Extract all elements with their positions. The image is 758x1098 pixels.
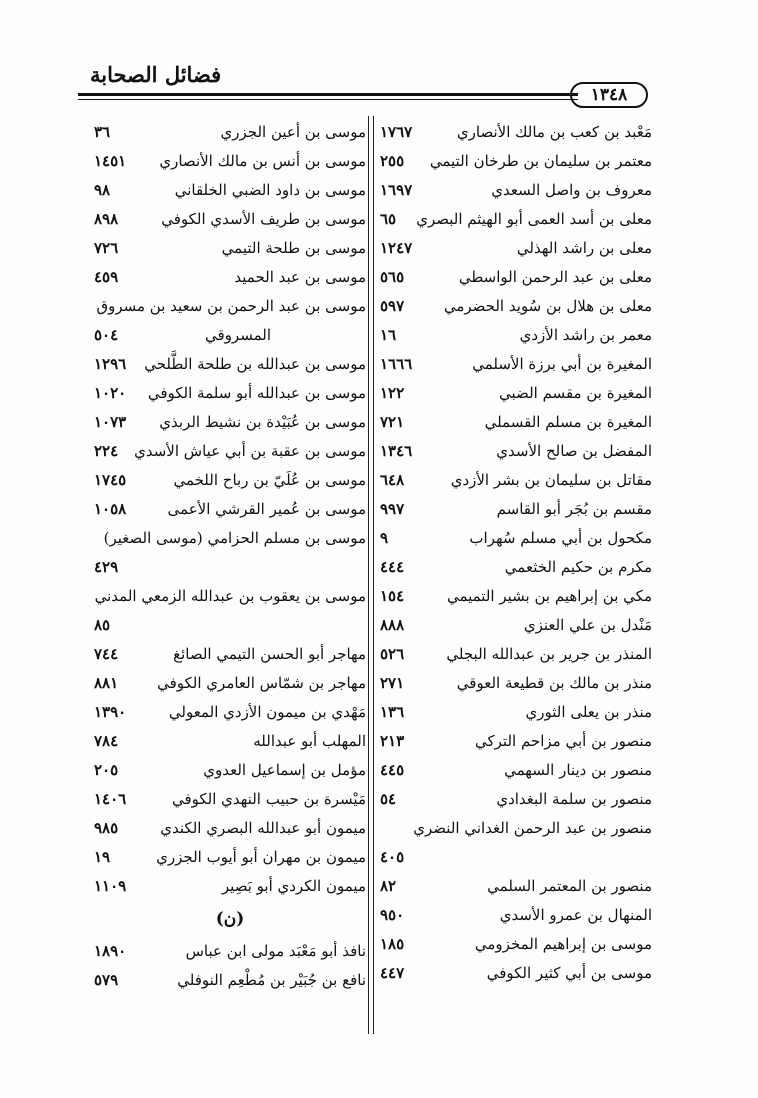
entry-name: منصور بن عبد الرحمن الغداني النضري: [413, 819, 652, 837]
entry-number: ٦٥: [380, 210, 397, 228]
entry-number: ٩: [380, 529, 389, 547]
index-entry: [94, 118, 366, 147]
entry-name: المنهال بن عمرو الأسدي: [499, 906, 652, 924]
index-entry: [94, 524, 366, 582]
index-entry: [94, 466, 366, 495]
entry-number: ٨٢: [380, 877, 397, 895]
index-entry: [380, 872, 652, 901]
index-entry: [380, 959, 652, 988]
index-entry: [380, 350, 652, 379]
index-entry: [380, 379, 652, 408]
entry-number: ٢١٣: [380, 732, 405, 750]
entry-name: موسى بن عُبَيْدة بن نشيط الربذي: [159, 413, 366, 431]
index-entry: [380, 408, 652, 437]
entry-number: ٤٢٩: [94, 558, 119, 576]
index-entry: [94, 698, 366, 727]
entry-name: موسى بن عبد الحميد: [234, 268, 366, 286]
entry-name: مَهْدي بن ميمون الأزدي المعولي: [168, 703, 366, 721]
entry-number: ١٦٦٦: [380, 355, 413, 373]
index-entry: [380, 176, 652, 205]
index-entry: [94, 756, 366, 785]
entry-number: ٥٩٧: [380, 297, 405, 315]
header-rule-thin: [78, 99, 578, 100]
entry-number: ٣٦: [94, 123, 111, 141]
page-header: [78, 62, 648, 105]
entry-number: ٤٤٥: [380, 761, 405, 779]
entry-number: ٧٨٤: [94, 732, 119, 750]
entry-number: ٢٠٥: [94, 761, 119, 779]
entry-name: موسى بن عبدالله أبو سلمة الكوفي: [147, 384, 366, 402]
entry-number: ١٨٥: [380, 935, 405, 953]
index-entry: [380, 582, 652, 611]
entry-number: ٩٨: [94, 181, 111, 199]
entry-number: ٨٩٨: [94, 210, 119, 228]
index-entry: [380, 756, 652, 785]
book-title: فضائل الصحابة: [90, 62, 222, 87]
index-entry: [380, 785, 652, 814]
header-rule-thick: [78, 93, 578, 96]
page-number-badge: ١٣٤٨: [570, 82, 648, 108]
index-entry: [380, 118, 652, 147]
entry-name: موسى بن عبد الرحمن بن سعيد بن مسروق: [96, 297, 366, 315]
entry-number: ١٦٩٧: [380, 181, 413, 199]
index-entry: [94, 966, 366, 995]
index-entry: [380, 263, 652, 292]
index-entry: [380, 292, 652, 321]
index-entry: [94, 669, 366, 698]
index-entry: [380, 930, 652, 959]
entry-number: ٨٥: [94, 616, 111, 634]
entry-name: موسى بن أبي كثير الكوفي: [486, 964, 652, 982]
index-entry: [380, 205, 652, 234]
entry-number: ٩٥٠: [380, 906, 405, 924]
entry-number: ١٧٦٧: [380, 123, 413, 141]
entry-name: ميمون أبو عبدالله البصري الكندي: [160, 819, 366, 837]
entry-name: مهاجر أبو الحسن التيمي الصائغ: [173, 645, 366, 663]
entry-name: معروف بن واصل السعدي: [491, 181, 652, 199]
entry-number: ٥٧٩: [94, 971, 119, 989]
index-entry: [94, 292, 366, 350]
entry-number: ٩٩٧: [380, 500, 405, 518]
index-entry: [94, 937, 366, 966]
entry-name: مكي بن إبراهيم بن بشير التميمي: [446, 587, 652, 605]
entry-name: منصور بن دينار السهمي: [504, 761, 652, 779]
index-entry: [380, 495, 652, 524]
entry-number: ٥٢٦: [380, 645, 405, 663]
entry-name: معلى بن أسد العمى أبو الهيثم البصري: [416, 210, 652, 228]
index-entry: [94, 727, 366, 756]
entry-number: ١٠٥٨: [94, 500, 127, 518]
index-entry: [380, 698, 652, 727]
entry-number: ٨٨٨: [380, 616, 405, 634]
index-entry: [94, 408, 366, 437]
entry-name: معمر بن راشد الأزدي: [519, 326, 652, 344]
entry-name: مكحول بن أبي مسلم سُهراب: [469, 529, 652, 547]
entry-number: ١٤٠٦: [94, 790, 127, 808]
index-entry: [380, 466, 652, 495]
entry-name: منذر بن يعلى الثوري: [525, 703, 652, 721]
section-heading: (ن): [215, 909, 245, 929]
index-column-left: [94, 118, 366, 1048]
entry-name: موسى بن مسلم الحزامي (موسى الصغير): [103, 529, 366, 547]
entry-name: مقسم بن بُجَر أبو القاسم: [496, 500, 652, 518]
index-entry: [94, 814, 366, 843]
index-entry: [94, 263, 366, 292]
column-divider: [373, 116, 374, 1034]
entry-number: ٥٦٥: [380, 268, 405, 286]
entry-number: ١٩: [94, 848, 111, 866]
entry-number: ٥٠٤: [94, 326, 119, 344]
entry-number: ٩٨٥: [94, 819, 119, 837]
entry-number: ١٠٢٠: [94, 384, 127, 402]
index-entry: [94, 379, 366, 408]
entry-name: موسى بن عُلَيّ بن رباح اللخمي: [173, 471, 366, 489]
entry-name: المغيرة بن أبي برزة الأسلمي: [472, 355, 652, 373]
entry-name: مؤمل بن إسماعيل العدوي: [203, 761, 366, 779]
index-entry: [94, 843, 366, 872]
entry-number: ٥٤: [380, 790, 397, 808]
entry-name: موسى بن أنس بن مالك الأنصاري: [159, 152, 366, 170]
entry-name: المغيرة بن مقسم الضبي: [499, 384, 652, 402]
index-entry: [380, 640, 652, 669]
entry-name: مقاتل بن سليمان بن بشر الأزدي: [450, 471, 652, 489]
entry-number: ١٣٤٦: [380, 442, 413, 460]
entry-number: ٤٥٩: [94, 268, 119, 286]
entry-name: معلى بن عبد الرحمن الواسطي: [458, 268, 652, 286]
index-entry: [94, 640, 366, 669]
index-entry: [380, 727, 652, 756]
entry-name: المغيرة بن مسلم القسملي: [484, 413, 652, 431]
index-entry: [94, 176, 366, 205]
entry-name: مَعْبد بن كعب بن مالك الأنصاري: [456, 123, 652, 141]
entry-name: المفضل بن صالح الأسدي: [496, 442, 652, 460]
entry-name: المنذر بن جرير بن عبدالله البجلي: [446, 645, 652, 663]
entry-number: ١٨٩٠: [94, 942, 127, 960]
index-entry: [380, 814, 652, 872]
index-entry: [94, 582, 366, 640]
entry-number: ١٣٩٠: [94, 703, 127, 721]
index-entry: [380, 669, 652, 698]
index-entry: [94, 437, 366, 466]
entry-name: مكرم بن حكيم الخثعمي: [504, 558, 652, 576]
index-entry: [94, 785, 366, 814]
entry-name: منصور بن المعتمر السلمي: [487, 877, 652, 895]
entry-number: ١٢٩٦: [94, 355, 127, 373]
entry-number: ١٦: [380, 326, 397, 344]
entry-number: ١٠٧٣: [94, 413, 127, 431]
entry-name: نافع بن جُبَيْر بن مُطْعِم النوفلي: [177, 971, 366, 989]
entry-number: ٤٠٥: [380, 848, 405, 866]
index-entry: [94, 234, 366, 263]
entry-name: موسى بن طلحة التيمي: [221, 239, 366, 257]
index-entry: [380, 611, 652, 640]
index-entry: [94, 872, 366, 901]
entry-name: منصور بن سلمة البغدادي: [496, 790, 652, 808]
entry-name: نافذ أبو مَعْبَد مولى ابن عباس: [185, 942, 366, 960]
entry-name: معتمر بن سليمان بن طرخان التيمي: [429, 152, 652, 170]
entry-number: ١٢٤٧: [380, 239, 413, 257]
entry-number: ٢٧١: [380, 674, 405, 692]
entry-number: ٧٢٦: [94, 239, 119, 257]
index-column-right: [380, 118, 652, 1048]
entry-number: ٧٤٤: [94, 645, 119, 663]
entry-name: منصور بن أبي مزاحم التركي: [475, 732, 652, 750]
index-entry: [94, 495, 366, 524]
entry-name: المهلب أبو عبدالله: [253, 732, 366, 750]
entry-name: موسى بن عُمير القرشي الأعمى: [167, 500, 366, 518]
entry-number: ٤٤٧: [380, 964, 405, 982]
entry-number: ٤٤٤: [380, 558, 405, 576]
entry-name: موسى بن يعقوب بن عبدالله الزمعي المدني: [94, 587, 366, 605]
column-divider: [368, 116, 369, 1034]
index-entry: [380, 901, 652, 930]
entry-name: معلى بن راشد الهذلي: [516, 239, 652, 257]
entry-number: ٢٢٤: [94, 442, 119, 460]
entry-number: ١٢٢: [380, 384, 405, 402]
entry-number: ١٣٦: [380, 703, 405, 721]
index-entry: [380, 321, 652, 350]
index-entry: [94, 205, 366, 234]
entry-name: موسى بن طريف الأسدي الكوفي: [161, 210, 366, 228]
entry-number: ١٧٤٥: [94, 471, 127, 489]
index-entry: [380, 437, 652, 466]
entry-number: ١٤٥١: [94, 152, 127, 170]
index-entry: [380, 553, 652, 582]
index-entry: [94, 147, 366, 176]
entry-name: موسى بن عبدالله بن طلحة الطَّلحي: [144, 355, 366, 373]
entry-number: ١١٠٩: [94, 877, 127, 895]
index-entry: [380, 147, 652, 176]
entry-name: مَنْدل بن علي العنزي: [523, 616, 652, 634]
entry-number: ٨٨١: [94, 674, 119, 692]
entry-name: ميمون بن مهران أبو أيوب الجزري: [156, 848, 366, 866]
entry-name: ميمون الكردي أبو بَصِير: [221, 877, 366, 895]
entry-name-continuation: المسروقي: [205, 326, 271, 344]
entry-name: مَيْسرة بن حبيب النهدي الكوفي: [171, 790, 366, 808]
index-entry: [380, 524, 652, 553]
entry-name: موسى بن أعين الجزري: [220, 123, 366, 141]
entry-name: موسى بن إبراهيم المخزومي: [474, 935, 652, 953]
index-entry: [94, 350, 366, 379]
entry-number: ١٥٤: [380, 587, 405, 605]
entry-name: مهاجر بن شمّاس العامري الكوفي: [157, 674, 366, 692]
entry-number: ٧٢١: [380, 413, 405, 431]
entry-name: معلى بن هلال بن سُويد الحضرمي: [443, 297, 652, 315]
index-entry: [380, 234, 652, 263]
entry-name: منذر بن مالك بن قطيعة العوقي: [456, 674, 652, 692]
entry-number: ٦٤٨: [380, 471, 405, 489]
entry-name: موسى بن داود الضبي الخلقاني: [174, 181, 366, 199]
entry-name: موسى بن عقبة بن أبي عياش الأسدي: [134, 442, 366, 460]
entry-number: ٢٥٥: [380, 152, 405, 170]
